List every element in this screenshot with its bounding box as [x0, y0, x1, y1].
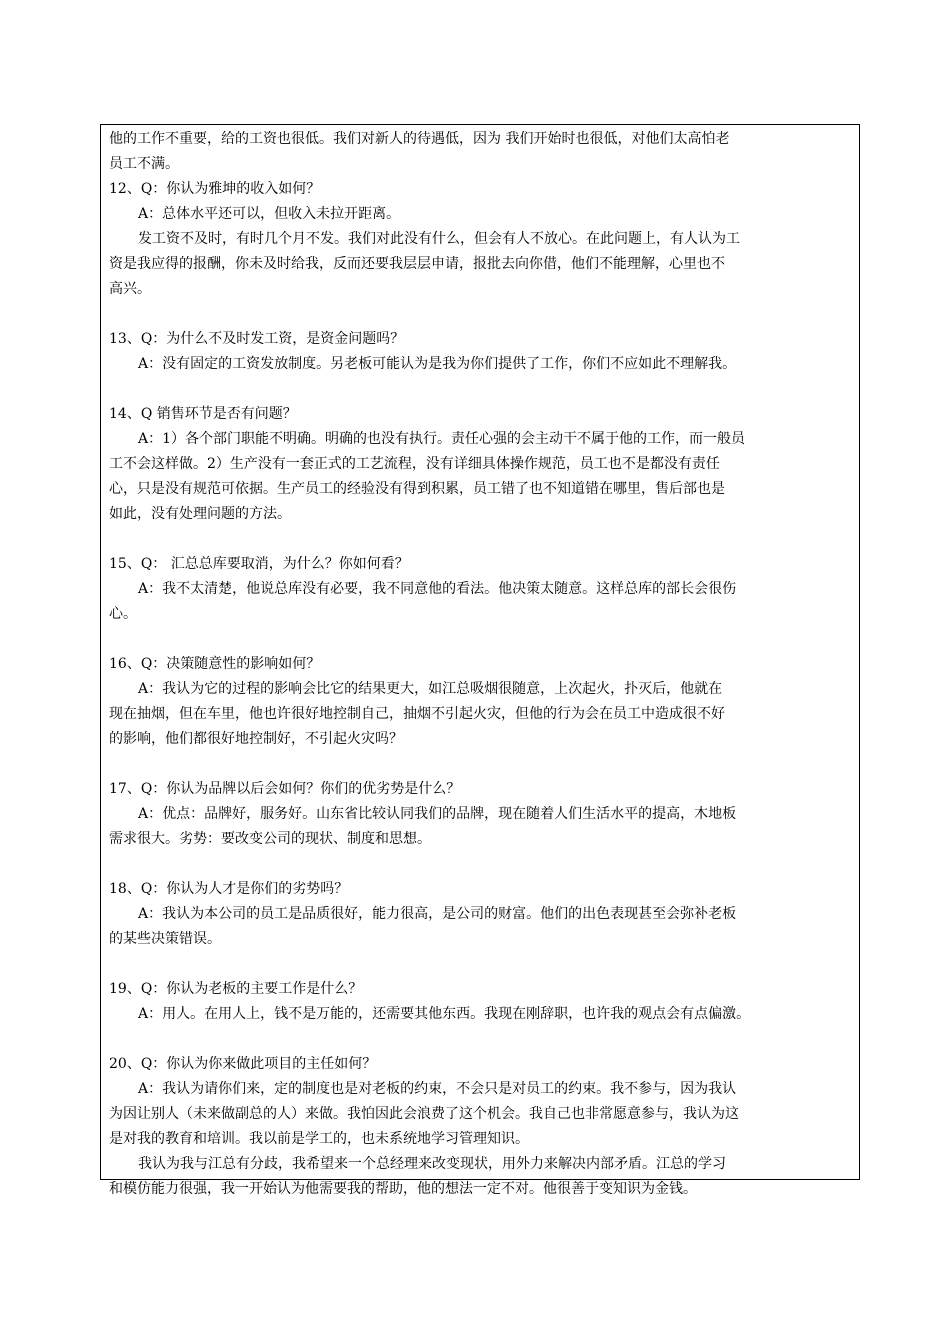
question-19: 19、Q：你认为老板的主要工作是什么？: [109, 981, 363, 997]
answer-line: 我认为我与江总有分歧，我希望来一个总经理来改变现状，用外力来解决内部矛盾。江总的学习: [138, 1156, 726, 1172]
qa-18: [109, 877, 853, 952]
question-16: 16、Q：决策随意性的影响如何？: [109, 656, 321, 672]
question-17: 17、Q：你认为品牌以后会如何？你们的优劣势是什么？: [109, 781, 461, 797]
answer-line: A：用人。在用人上，钱不是万能的，还需要其他东西。我现在刚辞职，也许我的观点会有点偏激。: [138, 1006, 751, 1022]
question-14: 14、Q 销售环节是否有问题？: [109, 406, 297, 422]
answer-line: A：总体水平还可以，但收入未拉开距离。: [138, 206, 401, 222]
answer-line: A：1）各个部门职能不明确。明确的也没有执行。责任心强的会主动干不属于他的工作，而一般员: [138, 431, 746, 447]
answer-line: 资是我应得的报酬，你未及时给我，反而还要我层层申请，报批去向你借，他们不能理解，心里也不: [109, 256, 725, 272]
answer-line: 和模仿能力很强，我一开始认为他需要我的帮助，他的想法一定不对。他很善于变知识为金钱。: [109, 1181, 697, 1197]
qa-12: [109, 177, 853, 302]
answer-line: A：优点：品牌好，服务好。山东省比较认同我们的品牌，现在随着人们生活水平的提高，木地板: [138, 806, 737, 822]
answer-line: 心。: [109, 606, 137, 622]
answer-line: 高兴。: [109, 281, 151, 297]
question-12: 12、Q：你认为雅坤的收入如何？: [109, 181, 321, 197]
answer-line: 的影响，他们都很好地控制好，不引起火灾吗？: [109, 731, 403, 747]
qa-13: [109, 327, 853, 377]
answer-line: 是对我的教育和培训。我以前是学工的，也未系统地学习管理知识。: [109, 1131, 529, 1147]
qa-16: [109, 652, 853, 752]
text-line: 他的工作不重要，给的工资也很低。我们对新人的待遇低，因为 我们开始时也很低，对他们太高怕老: [109, 131, 730, 147]
answer-line: A：我认为请你们来，定的制度也是对老板的约束，不会只是对员工的约束。我不参与，因为我认: [138, 1081, 737, 1097]
answer-line: A：我认为它的过程的影响会比它的结果更大，如江总吸烟很随意，上次起火，扑灭后，他就在: [138, 681, 723, 697]
answer-line: 为因让别人（未来做副总的人）来做。我怕因此会浪费了这个机会。我自己也非常愿意参与，我认为这: [109, 1106, 739, 1122]
answer-line: 需求很大。劣势：要改变公司的现状、制度和思想。: [109, 831, 431, 847]
text-line: 员工不满。: [109, 156, 179, 172]
document-table-cell: [100, 124, 860, 1197]
qa-19: [109, 977, 853, 1027]
answer-line: 工不会这样做。2）生产没有一套正式的工艺流程，没有详细具体操作规范，员工也不是都没有责任: [109, 456, 720, 472]
qa-14: [109, 402, 853, 527]
answer-line: A：我认为本公司的员工是品质很好，能力很高，是公司的财富。他们的出色表现甚至会弥补老板: [138, 906, 737, 922]
answer-line: 心，只是没有规范可依据。生产员工的经验没有得到积累，员工错了也不知道错在哪里，售后部也是: [109, 481, 725, 497]
qa-20: [109, 1052, 853, 1202]
question-18: 18、Q：你认为人才是你们的劣势吗？: [109, 881, 349, 897]
answer-line: A：我不太清楚，他说总库没有必要，我不同意他的看法。他决策太随意。这样总库的部长会很伤: [138, 581, 737, 597]
question-15: 15、Q： 汇总总库要取消，为什么？你如何看？: [109, 556, 409, 572]
question-20: 20、Q：你认为你来做此项目的主任如何？: [109, 1056, 377, 1072]
qa-17: [109, 777, 853, 852]
answer-line: 发工资不及时，有时几个月不发。我们对此没有什么，但会有人不放心。在此问题上，有人认为工: [138, 231, 740, 247]
answer-line: 现在抽烟，但在车里，他也许很好地控制自己，抽烟不引起火灾，但他的行为会在员工中造成很不好: [109, 706, 725, 722]
answer-line: 的某些决策错误。: [109, 931, 221, 947]
answer-line: 如此，没有处理问题的方法。: [109, 506, 291, 522]
intro-paragraph: [109, 127, 853, 177]
qa-15: [109, 552, 853, 627]
interview-content: [109, 127, 853, 1202]
question-13: 13、Q：为什么不及时发工资，是资金问题吗？: [109, 331, 405, 347]
answer-line: A：没有固定的工资发放制度。另老板可能认为是我为你们提供了工作，你们不应如此不理解我。: [138, 356, 737, 372]
